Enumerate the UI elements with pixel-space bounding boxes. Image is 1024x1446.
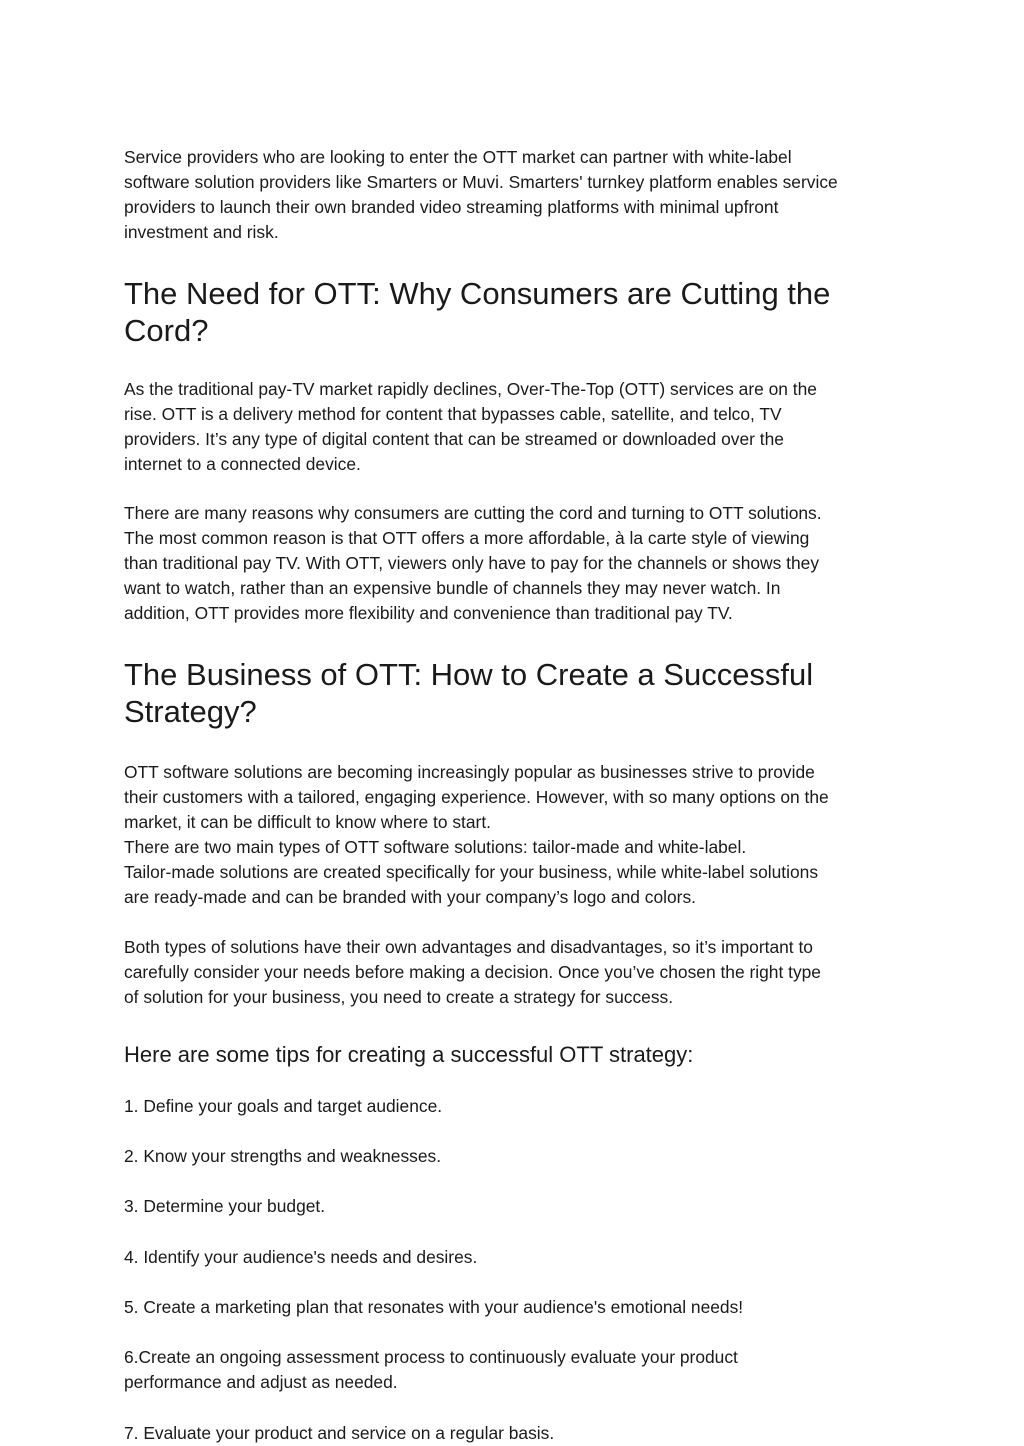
section-heading-need-for-ott: The Need for OTT: Why Consumers are Cutting the Cord?: [124, 276, 831, 348]
need-paragraph-1: As the traditional pay-TV market rapidly declines, Over-The-Top (OTT) services are on the rise. OTT is a delivery method for content that bypasses cable, satellite, and telco, TV providers. It’s any type of digital content that can be streamed or downloaded over the internet to a connected device.: [124, 379, 817, 474]
tip-item-3: 3. Determine your budget.: [124, 1196, 326, 1216]
document-page: [124, 145, 904, 1446]
business-paragraph-1: OTT software solutions are becoming increasingly popular as businesses strive to provide their customers with a tailored, engaging experience. However, with so many options on the market, it can be difficult to know where to start. There are two main types of OTT software solutions: tailor-made and white-label. Tailor-made solutions are created specifically for your business, while white-label solutions are ready-made and can be branded with your company’s logo and colors.: [124, 762, 829, 907]
business-paragraph-2: Both types of solutions have their own advantages and disadvantages, so it’s important to carefully consider your needs before making a decision. Once you’ve chosen the right type of solution for your business, you need to create a strategy for success.: [124, 937, 821, 1007]
intro-paragraph: Service providers who are looking to enter the OTT market can partner with white-label software solution providers like Smarters or Muvi. Smarters' turnkey platform enables service providers to launch their own branded video streaming platforms with minimal upfront investment and risk.: [124, 147, 838, 242]
tip-item-6: 6.Create an ongoing assessment process to continuously evaluate your product performance and adjust as needed.: [124, 1347, 738, 1392]
tip-item-2: 2. Know your strengths and weaknesses.: [124, 1146, 442, 1166]
tip-item-5: 5. Create a marketing plan that resonates with your audience's emotional needs!: [124, 1297, 744, 1317]
section-heading-business-of-ott: The Business of OTT: How to Create a Successful Strategy?: [124, 657, 814, 729]
tip-item-4: 4. Identify your audience's needs and desires.: [124, 1247, 478, 1267]
need-paragraph-2: There are many reasons why consumers are cutting the cord and turning to OTT solutions. The most common reason is that OTT offers a more affordable, à la carte style of viewing than traditional pay TV. With OTT, viewers only have to pay for the channels or shows they want to watch, rather than an expensive bundle of channels they may never watch. In addition, OTT provides more flexibility and convenience than traditional pay TV.: [124, 503, 822, 623]
tip-item-7: 7. Evaluate your product and service on a regular basis.: [124, 1423, 555, 1443]
tip-item-1: 1. Define your goals and target audience.: [124, 1096, 443, 1116]
tips-heading: Here are some tips for creating a successful OTT strategy:: [124, 1042, 694, 1067]
